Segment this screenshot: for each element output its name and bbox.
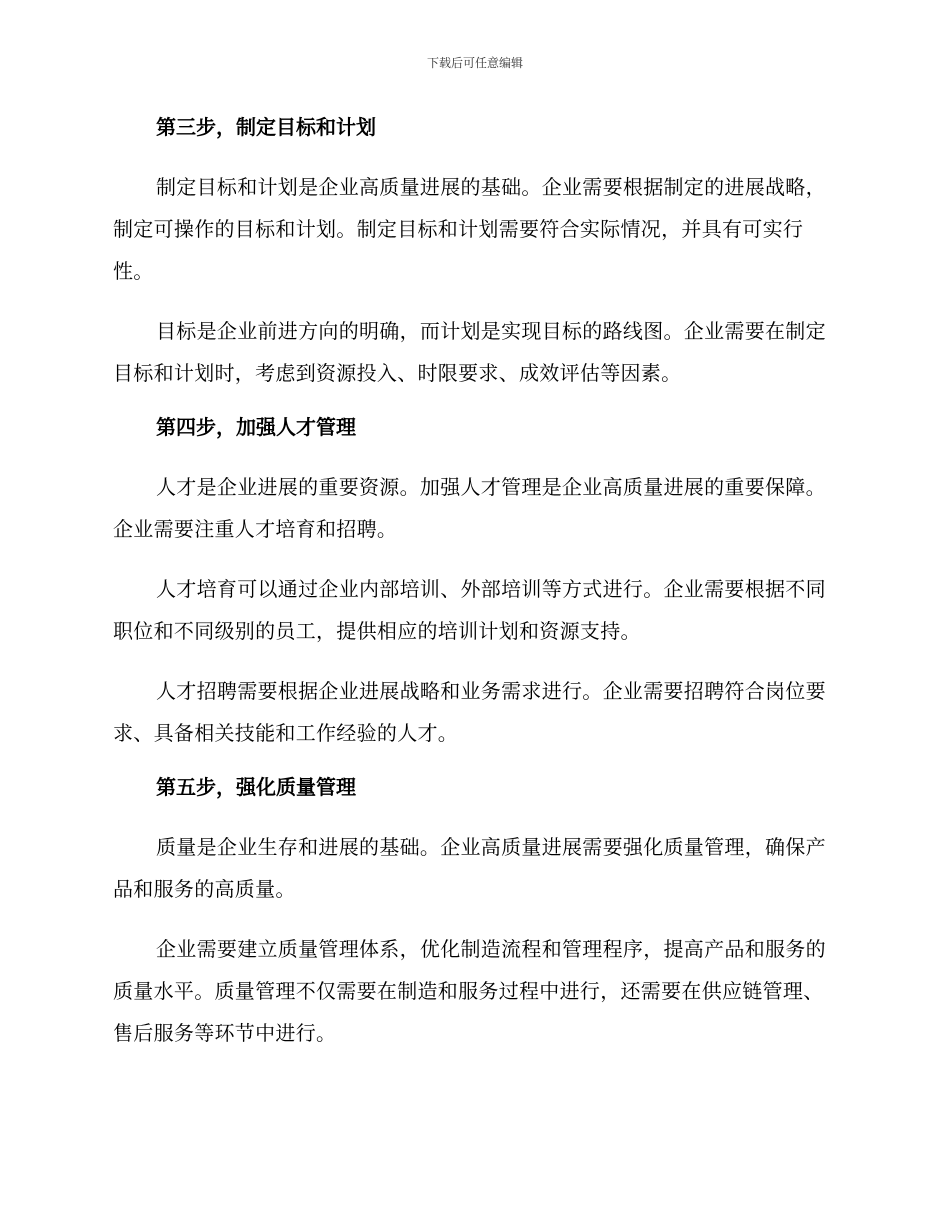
- section-heading: 第四步，加强人才管理: [156, 415, 356, 439]
- section-step-four: [113, 412, 835, 754]
- paragraph: 人才招聘需要根据企业进展战略和业务需求进行。企业需要招聘符合岗位要求、具备相关技能和工作经验的人才。: [113, 679, 826, 745]
- document-body: [113, 112, 835, 1072]
- paragraph: 人才是企业进展的重要资源。加强人才管理是企业高质量进展的重要保障。企业需要注重人才培育和招聘。: [113, 475, 826, 541]
- paragraph: 质量是企业生存和进展的基础。企业高质量进展需要强化质量管理，确保产品和服务的高质量。: [113, 835, 826, 901]
- section-step-three: [113, 112, 835, 394]
- section-heading: 第三步，制定目标和计划: [156, 115, 376, 139]
- section-step-five: [113, 772, 835, 1054]
- paragraph: 目标是企业前进方向的明确，而计划是实现目标的路线图。企业需要在制定目标和计划时，考虑到资源投入、时限要求、成效评估等因素。: [113, 319, 826, 385]
- paragraph: 企业需要建立质量管理体系，优化制造流程和管理程序，提高产品和服务的质量水平。质量管理不仅需要在制造和服务过程中进行，还需要在供应链管理、售后服务等环节中进行。: [113, 937, 826, 1045]
- paragraph: 制定目标和计划是企业高质量进展的基础。企业需要根据制定的进展战略，制定可操作的目标和计划。制定目标和计划需要符合实际情况，并具有可实行性。: [113, 175, 826, 283]
- page-header: 下载后可任意编辑: [426, 56, 523, 70]
- section-heading: 第五步，强化质量管理: [156, 775, 356, 799]
- paragraph: 人才培育可以通过企业内部培训、外部培训等方式进行。企业需要根据不同职位和不同级别的员工，提供相应的培训计划和资源支持。: [113, 577, 826, 643]
